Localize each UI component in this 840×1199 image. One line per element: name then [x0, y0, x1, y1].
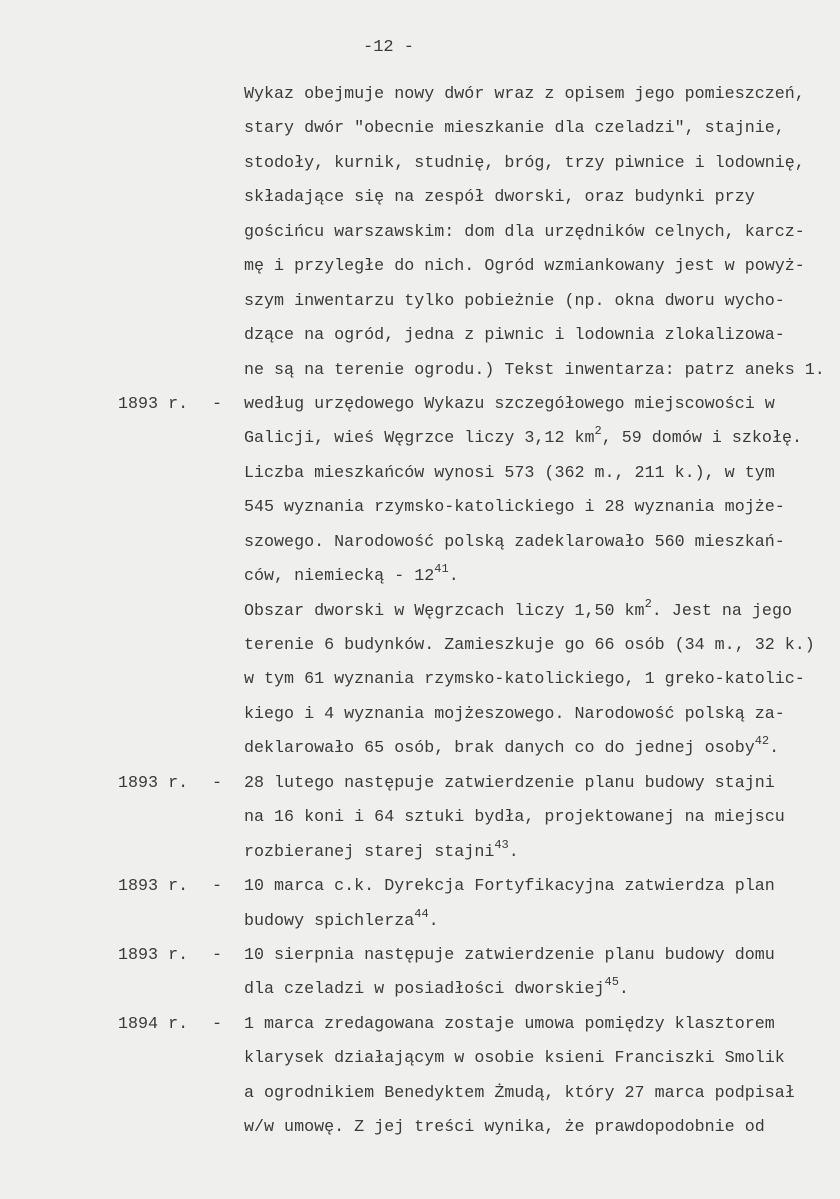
line-text — [244, 285, 785, 319]
entry-date: 1893 r. — [118, 945, 189, 965]
line-text — [244, 560, 459, 594]
line-text-after: . — [618, 980, 629, 1000]
page-number: -12 - — [363, 38, 415, 57]
line-text — [244, 491, 785, 525]
text-line — [0, 905, 840, 939]
line-text-main: 28 lutego następuje zatwierdzenie planu budowy stajni — [244, 773, 775, 793]
line-text — [244, 216, 805, 250]
line-text-main: budowy spichlerza — [244, 911, 415, 931]
line-text-main: Liczba mieszkańców wynosi 573 (362 m., 211 k.), w tym — [244, 463, 775, 483]
line-text-main: według urzędowego Wykazu szczegółowego miejscowości w — [244, 394, 775, 414]
entry-dash: - — [212, 773, 223, 793]
line-text-main: terenie 6 budynków. Zamieszkuje go 66 osób (34 m., 32 k.) — [244, 636, 815, 655]
line-text-main: na 16 koni i 64 sztuki bydła, projektowanej na miejscu — [244, 808, 785, 828]
entry-dash: - — [212, 1014, 223, 1034]
text-line — [0, 939, 840, 973]
line-text-after: . — [428, 911, 439, 931]
entry-dash: - — [212, 394, 223, 414]
text-line — [0, 1111, 840, 1145]
line-text — [244, 1077, 795, 1111]
line-text-main: stodoły, kurnik, studnię, bróg, trzy piwnice i lodownię, — [244, 153, 805, 173]
line-text-main: składające się na zespół dworski, oraz budynki przy — [244, 188, 755, 208]
line-text-main: Obszar dworski w Węgrzcach liczy 1,50 km — [244, 601, 645, 621]
line-text-after: . — [769, 739, 780, 759]
line-text-main: dla czeladzi w posiadłości dworskiej — [244, 980, 605, 1000]
line-text — [244, 973, 629, 1007]
line-text-main: ne są na terenie ogrodu.) Tekst inwentarza: patrz aneks 1. — [244, 360, 825, 380]
line-text — [244, 78, 805, 112]
line-text — [244, 1042, 785, 1076]
line-text-main: a ogrodnikiem Benedyktem Żmudą, który 27 marca podpisał — [244, 1083, 795, 1103]
text-line — [0, 698, 840, 732]
text-line — [0, 870, 840, 904]
line-text — [244, 1008, 775, 1042]
entry-dash: - — [212, 945, 223, 965]
line-text — [244, 767, 775, 801]
footnote-reference: 44 — [414, 906, 429, 921]
line-text-main: mę i przyległe do nich. Ogród wzmiankowany jest w powyż- — [244, 257, 805, 277]
line-text-after: . — [508, 842, 519, 862]
text-line — [0, 973, 840, 1007]
text-line — [0, 836, 840, 870]
text-line — [0, 112, 840, 146]
text-line — [0, 354, 840, 388]
line-text-main: 545 wyznania rzymsko-katolickiego i 28 wyznania mojże- — [244, 498, 785, 518]
line-text — [244, 595, 792, 629]
line-text-after: . Jest na jego — [651, 601, 792, 621]
line-text — [244, 663, 805, 697]
line-text-main: 10 marca c.k. Dyrekcja Fortyfikacyjna zatwierdza plan — [244, 877, 775, 897]
line-text-main: deklarowało 65 osób, brak danych co do jednej osoby — [244, 739, 755, 759]
line-text-main: w/w umowę. Z jej treści wynika, że prawdopodobnie od — [244, 1118, 765, 1138]
line-text-after: , 59 domów i szkołę. — [601, 429, 802, 449]
text-line — [0, 216, 840, 250]
line-text-main: Galicji, wieś Węgrzce liczy 3,12 km — [244, 429, 595, 449]
footnote-reference: 41 — [434, 562, 449, 577]
line-text — [244, 457, 775, 491]
text-line — [0, 491, 840, 525]
line-text — [244, 526, 785, 560]
line-text-after: . — [448, 567, 459, 587]
text-line — [0, 1008, 840, 1042]
line-text-main: rozbieranej starej stajni — [244, 842, 495, 862]
entry-date: 1893 r. — [118, 773, 189, 793]
text-line — [0, 457, 840, 491]
line-text-main: Wykaz obejmuje nowy dwór wraz z opisem jego pomieszczeń, — [244, 85, 805, 104]
line-text-main: gościńcu warszawskim: dom dla urzędników celnych, karcz- — [244, 222, 805, 242]
line-text-main: 10 sierpnia następuje zatwierdzenie planu budowy domu — [244, 945, 775, 965]
text-line — [0, 1077, 840, 1111]
footnote-reference: 2 — [644, 596, 652, 611]
text-line — [0, 732, 840, 766]
line-text — [244, 319, 785, 353]
text-line — [0, 319, 840, 353]
text-line — [0, 78, 840, 112]
entry-date: 1893 r. — [118, 877, 189, 897]
footnote-reference: 43 — [494, 837, 509, 852]
entry-date: 1894 r. — [118, 1014, 189, 1034]
line-text — [244, 905, 439, 939]
line-text — [244, 250, 805, 284]
text-line — [0, 388, 840, 422]
text-line — [0, 629, 840, 663]
footnote-reference: 42 — [754, 734, 770, 749]
text-line — [0, 663, 840, 697]
line-text — [244, 422, 802, 456]
text-line — [0, 1042, 840, 1076]
text-line — [0, 801, 840, 835]
text-line — [0, 422, 840, 456]
entry-dash: - — [212, 877, 223, 897]
text-line — [0, 767, 840, 801]
line-text — [244, 836, 519, 870]
line-text-main: stary dwór "obecnie mieszkanie dla czeladzi", stajnie, — [244, 119, 785, 139]
line-text-main: kiego i 4 wyznania mojżeszowego. Narodowość polską za- — [244, 704, 785, 724]
line-text — [244, 147, 805, 181]
line-text — [244, 1111, 765, 1145]
document-body — [0, 78, 840, 1146]
text-line — [0, 285, 840, 319]
text-line — [0, 526, 840, 560]
line-text — [244, 870, 775, 904]
footnote-reference: 45 — [604, 975, 619, 990]
line-text-main: szym inwentarzu tylko pobieżnie (np. okna dworu wycho- — [244, 291, 785, 311]
line-text-main: ców, niemiecką - 12 — [244, 567, 435, 587]
line-text — [244, 698, 785, 732]
line-text — [244, 732, 779, 766]
line-text-main: klarysek działającym w osobie ksieni Franciszki Smolik — [244, 1049, 785, 1069]
text-line — [0, 595, 840, 629]
text-line — [0, 560, 840, 594]
line-text-main: 1 marca zredagowana zostaje umowa pomiędzy klasztorem — [244, 1014, 775, 1034]
line-text — [244, 629, 815, 663]
footnote-reference: 2 — [594, 424, 602, 439]
line-text-main: dzące na ogród, jedna z piwnic i lodownia zlokalizowa- — [244, 326, 785, 346]
text-line — [0, 181, 840, 215]
line-text — [244, 939, 775, 973]
line-text-main: w tym 61 wyznania rzymsko-katolickiego, 1 greko-katolic- — [244, 670, 805, 690]
line-text — [244, 354, 825, 388]
line-text — [244, 181, 755, 215]
line-text — [244, 801, 785, 835]
line-text — [244, 388, 775, 422]
text-line — [0, 250, 840, 284]
text-line — [0, 147, 840, 181]
line-text-main: szowego. Narodowość polską zadeklarowało 560 mieszkań- — [244, 532, 785, 552]
entry-date: 1893 r. — [118, 394, 189, 414]
line-text — [244, 112, 785, 146]
